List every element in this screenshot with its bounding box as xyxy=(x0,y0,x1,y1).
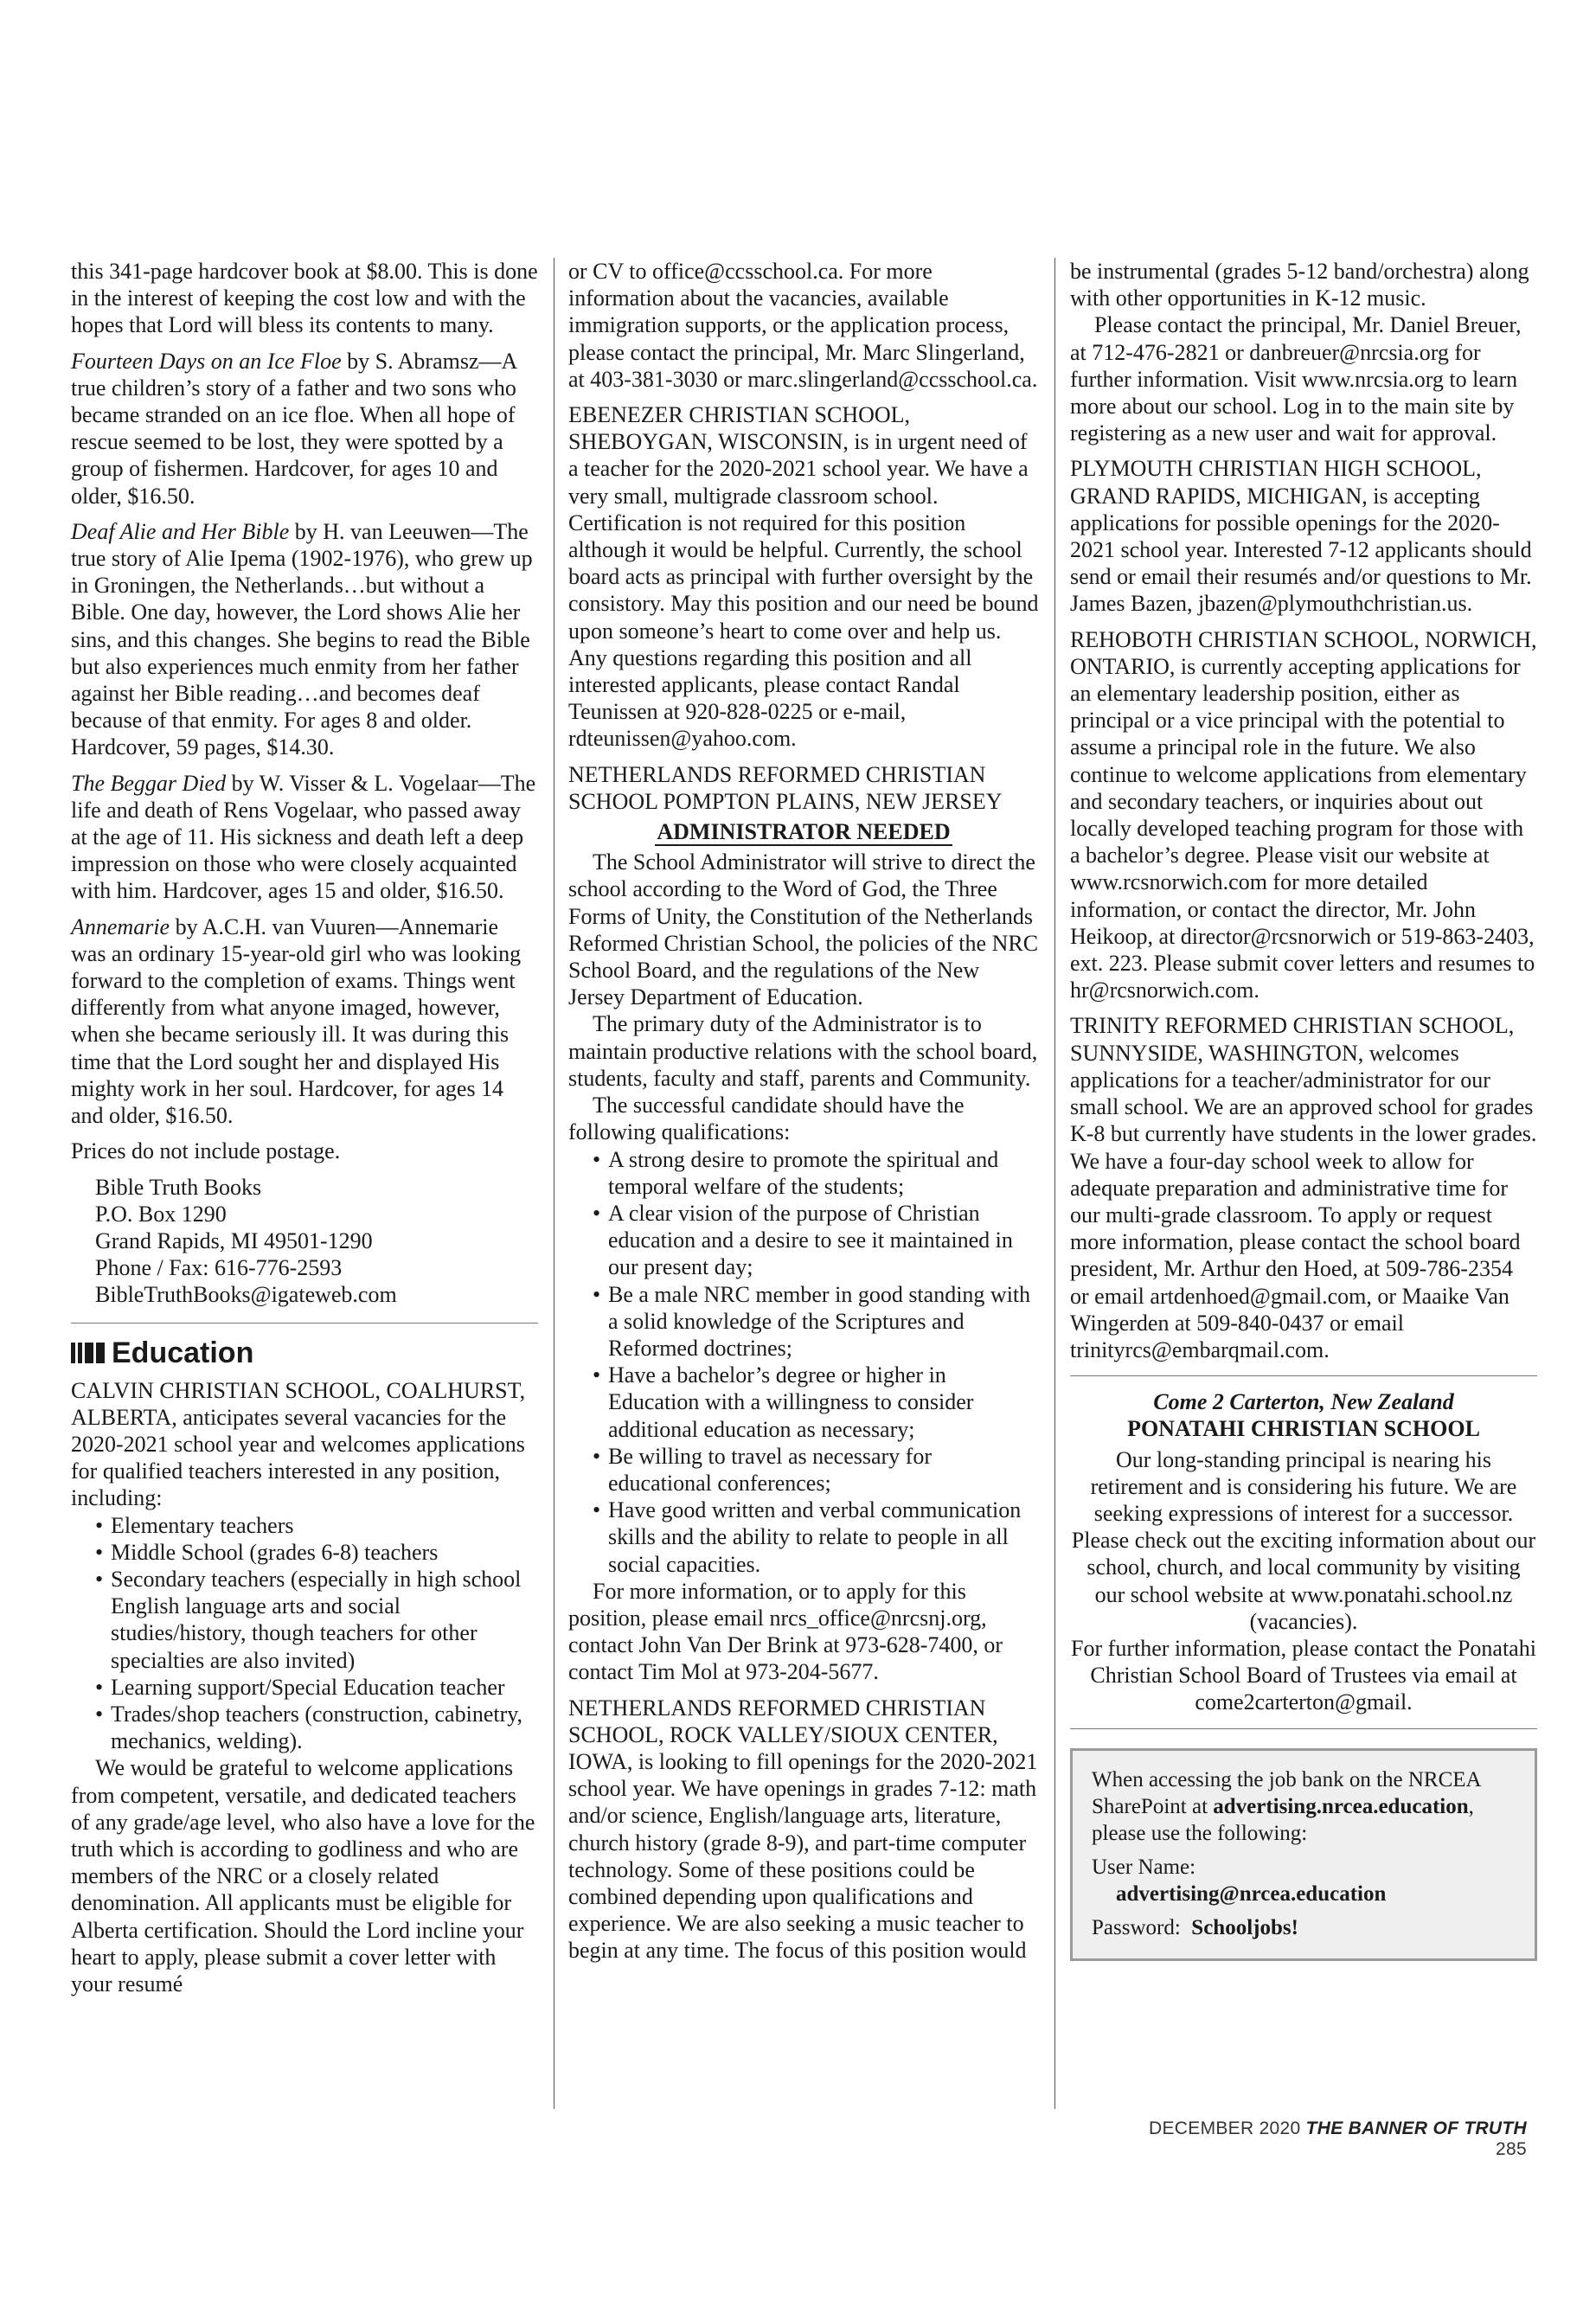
rockvalley-continuation: be instrumental (grades 5-12 band/orchestra) along with other opportunities in K-12 music. xyxy=(1070,259,1529,311)
list-item: • Elementary teachers xyxy=(95,1512,538,1539)
plymouth-school-ad: PLYMOUTH CHRISTIAN HIGH SCHOOL, GRAND RAPIDS, MICHIGAN, is accepting applications for possible openings for the 2020-2021 school year. Interested 7-12 applicants should send or email their resumés and/or questions to Mr. James Bazen, jbazen@plymouthchristian.us. xyxy=(1070,456,1532,617)
address-line: Phone / Fax: 616-776-2593 xyxy=(95,1255,343,1281)
address-email: BibleTruthBooks@igateweb.com xyxy=(95,1282,397,1308)
book-description: by W. Visser & L. Vogelaar—The life and death of Rens Vogelaar, who passed away at the age of 11. His sickness and death left a deep impression on those who were closely acquainted with him. Hardcover, ages 15 and older, $16.50. xyxy=(71,770,536,904)
book-description: by S. Abramsz—A true children’s story of a father and two sons who became stranded on an ice floe. When all hope of rescue seemed to be lost, they were spotted by a group of fishermen. Hardcover, for ages 10 and older, $16.50. xyxy=(71,348,516,509)
book-title: Fourteen Days on an Ice Floe xyxy=(71,348,342,374)
administrator-heading: ADMINISTRATOR NEEDED xyxy=(657,819,951,845)
trinity-school-ad: TRINITY REFORMED CHRISTIAN SCHOOL, SUNNYSIDE, WASHINGTON, welcomes applications for a teacher/administrator for our small school. We are an approved school for grades K-8 but currently have students in the lower grades. We have a four-day school week to allow for adequate preparation and administrative time for our multi-grade classroom. To apply or request more information, please contact the school board president, Mr. Arthur den Hoed, at 509-786-2354 or email artdenhoed@gmail.com, or Maaike Van Wingerden at 509-840-0437 or email trinityrcs@embarqmail.com. xyxy=(1070,1013,1537,1362)
ponatahi-paragraph: Our long-standing principal is nearing his retirement and is considering his future. We are seeking expressions of interest for a successor. Please check out the exciting information about our school, church, and local community by visiting our school website at www.ponatahi.school.nz (vacancies). xyxy=(1071,1446,1536,1634)
list-item: • A strong desire to promote the spiritual and temporal welfare of the students; xyxy=(593,1146,1039,1200)
ebenezer-school-ad: EBENEZER CHRISTIAN SCHOOL, SHEBOYGAN, WISCONSIN, is in urgent need of a teacher for the 2020-2021 school year. We have a very small, multigrade classroom school. Certification is not required for this position although it would be helpful. Currently, the school board acts as principal with further oversight by the consistory. May this position and our need be bound upon someone’s heart to come over and help us. Any questions regarding this position and all interested applicants, please contact Randal Teunissen at 920-828-0225 or e-mail, rdteunissen@yahoo.com. xyxy=(568,402,1039,752)
list-item: • Be a male NRC member in good standing with a solid knowledge of the Scriptures and Reformed doctrines; xyxy=(593,1281,1039,1362)
footer-date: DECEMBER 2020 xyxy=(1149,2118,1301,2138)
calvin-positions-list xyxy=(95,1512,538,1755)
list-item: • Secondary teachers (especially in high school English language arts and social studies/history, though teachers for other specialties are also invited) xyxy=(95,1566,538,1674)
book-title: The Beggar Died xyxy=(71,770,227,796)
column-middle xyxy=(568,258,1039,1965)
rehoboth-school-ad: REHOBOTH CHRISTIAN SCHOOL, NORWICH, ONTARIO, is currently accepting applications for an elementary leadership position, either as principal or a vice principal with the potential to assume a principal role in the future. We also continue to welcome applications from elementary and secondary teachers, or inquiries about out locally developed teaching program for those with a bachelor’s degree. Please visit our website at www.rcsnorwich.com for more detailed information, or contact the director, Mr. John Heikoop, at director@rcsnorwich or 519-863-2403, ext. 223. Please submit cover letters and resumes to hr@rcsnorwich.com. xyxy=(1070,626,1537,1003)
address-line: Grand Rapids, MI 49501-1290 xyxy=(95,1227,373,1253)
username-label: User Name: xyxy=(1092,1855,1196,1879)
username-value: advertising@nrcea.education xyxy=(1116,1881,1387,1906)
section-heading xyxy=(71,1336,538,1370)
password-value: Schooljobs! xyxy=(1191,1915,1298,1939)
list-item: • A clear vision of the purpose of Christian education and a desire to see it maintained in our present day; xyxy=(593,1200,1039,1281)
admin-paragraph: The primary duty of the Administrator is to maintain productive relations with the school board, students, faculty and staff, parents and Community. xyxy=(568,1011,1038,1091)
admin-paragraph: The School Administrator will strive to direct the school according to the Word of God, the Three Forms of Unity, the Constitution of the Netherlands Reformed Christian School, the policies of the NRC School Board, and the regulations of the New Jersey Department of Education. xyxy=(568,849,1039,1010)
section-heading-label: Education xyxy=(112,1336,254,1369)
address-line: P.O. Box 1290 xyxy=(95,1201,227,1227)
postage-note: Prices do not include postage. xyxy=(71,1138,341,1164)
book-title: Deaf Alie and Her Bible xyxy=(71,518,290,544)
page-footer xyxy=(1120,2118,1527,2160)
divider xyxy=(1070,1728,1537,1729)
book-description: by A.C.H. van Vuuren—Annemarie was an ordinary 15-year-old girl who was looking forward to the completion of exams. Things went differently from what anyone imaged, however, when she became seriously ill. It was during this time that the Lord sought her and displayed His mighty work in her soul. Hardcover, for ages 14 and older, $16.50. xyxy=(71,913,522,1129)
book-listing xyxy=(71,348,538,510)
address-line: Bible Truth Books xyxy=(95,1174,262,1200)
column-left xyxy=(71,258,538,1997)
list-item: • Be willing to travel as necessary for educational conferences; xyxy=(593,1443,1039,1497)
book-offer-continuation: this 341-page hardcover book at $8.00. This is done in the interest of keeping the cost low and with the hopes that Lord will bless its contents to many. xyxy=(71,259,538,338)
column-right xyxy=(1070,258,1537,1961)
book-listing xyxy=(71,913,538,1130)
list-item: • Middle School (grades 6-8) teachers xyxy=(95,1539,538,1566)
list-item: • Trades/shop teachers (construction, cabinetry, mechanics, welding). xyxy=(95,1701,538,1754)
admin-qualifications-list xyxy=(593,1146,1039,1578)
page-number: 285 xyxy=(1496,2139,1527,2159)
book-listing xyxy=(71,770,538,905)
publisher-address xyxy=(71,1174,538,1309)
password-label: Password: xyxy=(1092,1915,1181,1939)
calvin-school-outro: We would be grateful to welcome applications from competent, versatile, and dedicated teachers of any grade/age level, who also have a love for the truth which is according to godliness and who are members of the NRC or a closely related denomination. All applicants must be eligible for Alberta certification. Should the Lord incline your heart to apply, please submit a cover letter with your resumé xyxy=(71,1755,535,1997)
password-row xyxy=(1092,1914,1516,1941)
calvin-school-intro: CALVIN CHRISTIAN SCHOOL, COALHURST, ALBERTA, anticipates several vacancies for the 2020-2021 school year and welcomes applications for qualified teachers interested in any position, including: xyxy=(71,1377,526,1511)
book-description: by H. van Leeuwen—The true story of Alie Ipema (1902-1976), who grew up in Groningen, the Netherlands…but without a Bible. One day, however, the Lord shows Alie her sins, and this changes. She begins to read the Bible but also experiences much enmity from her father against her Bible reading…and becomes deaf because of that enmity. For ages 8 and older. Hardcover, 59 pages, $14.30. xyxy=(71,518,533,760)
ponatahi-ad xyxy=(1070,1388,1537,1715)
rockvalley-contact: Please contact the principal, Mr. Daniel Breuer, at 712-476-2821 or danbreuer@nrcsia.org for further information. Visit www.nrcsia.org to learn more about our school. Log in to the main site by registering as a new user and wait for approval. xyxy=(1070,312,1522,446)
ponatahi-paragraph: For further information, please contact the Ponatahi Christian School Board of Trustees via email at come2carterton@gmail. xyxy=(1071,1635,1536,1715)
ponatahi-title: Come 2 Carterton, New Zealand xyxy=(1153,1389,1454,1415)
admin-contact: For more information, or to apply for this position, please email nrcs_office@nrcsnj.org, contact John Van Der Brink at 973-628-7400, or contact Tim Mol at 973-204-5677. xyxy=(568,1578,1003,1685)
job-bank-link[interactable]: advertising.nrcea.education xyxy=(1213,1794,1469,1818)
book-listing xyxy=(71,518,538,761)
ponatahi-school-name: PONATAHI CHRISTIAN SCHOOL xyxy=(1127,1416,1480,1442)
nrcs-pompton-heading: NETHERLANDS REFORMED CHRISTIAN SCHOOL POMPTON PLAINS, NEW JERSEY xyxy=(568,761,1003,814)
admin-paragraph: The successful candidate should have the following qualifications: xyxy=(568,1093,965,1145)
book-title: Annemarie xyxy=(71,913,170,939)
divider xyxy=(1070,1375,1537,1376)
nrcs-rockvalley-ad: NETHERLANDS REFORMED CHRISTIAN SCHOOL, ROCK VALLEY/SIOUX CENTER, IOWA, is looking to fill openings for the 2020-2021 school year. We have openings in grades 7-12: math and/or science, English/language arts, literature, church history (grade 8-9), and part-time computer technology. Some of these positions could be combined depending upon qualifications and experience. We are also seeking a music teacher to begin at any time. The focus of this position would xyxy=(568,1695,1038,1964)
list-item: • Have a bachelor’s degree or higher in Education with a willingness to consider additional education as necessary; xyxy=(593,1362,1039,1443)
list-item: • Have good written and verbal communication skills and the ability to relate to people in all social capacities. xyxy=(593,1497,1039,1578)
footer-publication: THE BANNER OF TRUTH xyxy=(1305,2118,1527,2138)
column-divider xyxy=(1054,258,1055,2109)
books-icon xyxy=(71,1343,105,1363)
list-item: • Learning support/Special Education teacher xyxy=(95,1674,538,1701)
job-bank-intro: When accessing the job bank on the NRCEA SharePoint at advertising.nrcea.education, please use the following: xyxy=(1092,1767,1481,1845)
job-bank-login-box xyxy=(1070,1748,1537,1961)
calvin-school-continuation: or CV to office@ccsschool.ca. For more information about the vacancies, available immigration supports, or the application process, please contact the principal, Mr. Marc Slingerland, at 403-381-3030 or marc.slingerland@ccsschool.ca. xyxy=(568,259,1038,392)
divider xyxy=(71,1323,538,1324)
